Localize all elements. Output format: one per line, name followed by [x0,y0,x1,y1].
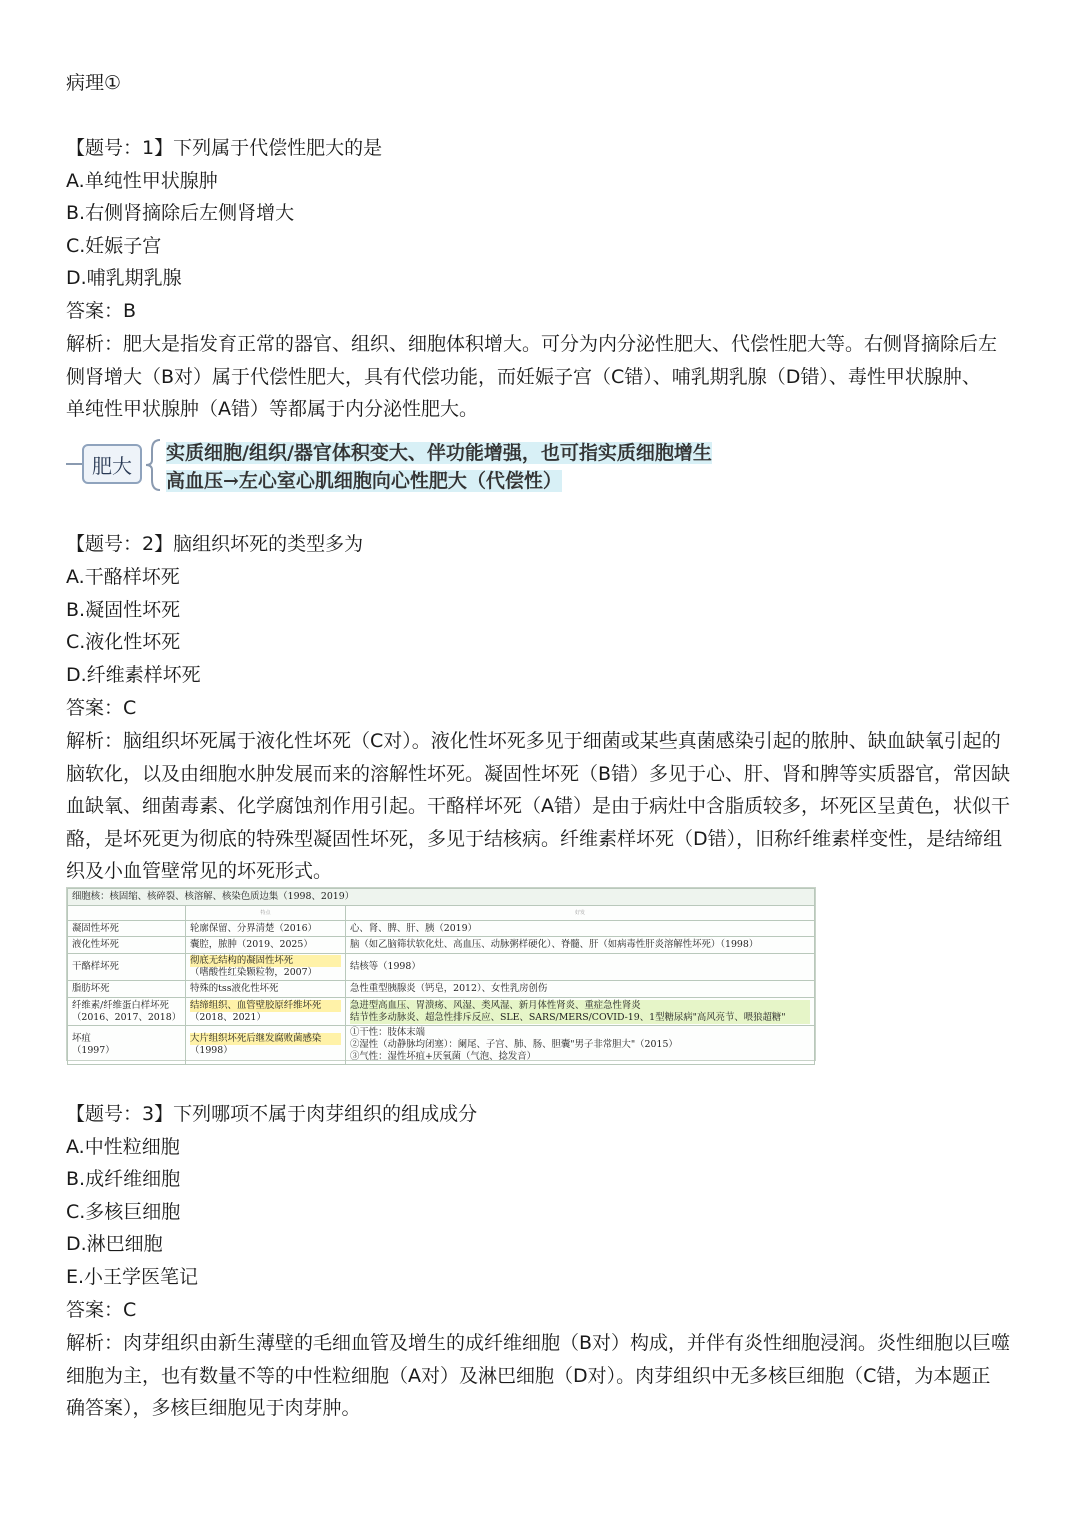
q1-option-b: B.右侧肾摘除后左侧肾增大 [66,202,295,224]
table-row [68,1026,815,1065]
type-line: （1997） [72,1045,115,1056]
necrosis-type-cell: 脂肪坏死 [68,981,186,998]
table-row [68,981,815,998]
feature-line: 大片组织坏死后继发腐败菌感染 [190,1033,341,1045]
table-header-cell: 好发 [346,906,815,921]
feature-line: 彻底无结构的凝固性坏死 [190,955,341,967]
site-cell: 急性重型胰腺炎（钙皂，2012）、女性乳房创伤 [346,981,815,998]
mindmap-line-1: 实质细胞/组织/器官体积变大、伴功能增强，也可指实质细胞增生 [166,442,712,464]
necrosis-type-cell [68,1026,186,1065]
type-line: （2016、2017、2018） [72,1011,182,1023]
q2-option-d: D.纤维素样坏死 [66,664,201,686]
table-header-cell: 特点 [186,906,346,921]
site-line: ③气性：湿性坏疽+厌氧菌（气泡、捻发音） [350,1051,536,1062]
q1-option-c: C.妊娠子宫 [66,235,162,257]
feature-cell: 轮廓保留、分界清楚（2016） [186,921,346,937]
feature-cell: 特殊的tss液化性坏死 [186,981,346,998]
type-line: 纤维素/纤维蛋白样坏死 [72,999,169,1011]
q3-option-e: E.小王学医笔记 [66,1266,199,1288]
feature-line: （嗜酸性红染颗粒物，2007） [190,967,317,978]
site-line: 急进型高血压、胃溃疡、风湿、类风湿、新月体性肾炎、重症急性肾炎 [350,1000,810,1012]
table-row [68,921,815,937]
site-cell [346,1026,815,1065]
q3-analysis-line: 细胞为主，也有数量不等的中性粒细胞（A对）及淋巴细胞（D对）。肉芽组织中无多核巨细胞（C错，为本题正 [66,1365,991,1387]
feature-line: （2018、2021） [190,1011,266,1023]
necrosis-type-cell: 凝固性坏死 [68,921,186,937]
site-cell: 心、肾、脾、肝、胰（2019） [346,921,815,937]
page-title: 病理① [66,72,122,94]
q3-analysis-line: 解析：肉芽组织由新生薄壁的毛细血管及增生的成纤维细胞（B对）构成，并伴有炎性细胞浸润。炎性细胞以巨噬 [66,1332,1011,1354]
q1-option-d: D.哺乳期乳腺 [66,267,182,289]
feature-cell [186,998,346,1026]
hypertrophy-mindmap [66,436,766,494]
table-header-cell [68,906,186,921]
type-line: 坏疽 [72,1033,91,1044]
q2-analysis-line: 脑软化，以及由细胞水肿发展而来的溶解性坏死。凝固性坏死（B错）多见于心、肝、肾和脾等实质器官，常因缺 [66,763,1011,785]
q1-analysis-line: 解析：肥大是指发育正常的器官、组织、细胞体积增大。可分为内分泌性肥大、代偿性肥大等。右侧肾摘除后左 [66,333,998,355]
q2-option-c: C.液化性坏死 [66,631,181,653]
feature-cell: 囊腔，脓肿（2019、2025） [186,937,346,954]
q1-analysis-line: 单纯性甲状腺肿（A错）等都属于内分泌性肥大。 [66,398,478,420]
q3-analysis-line: 确答案），多核巨细胞见于肉芽肿。 [66,1397,361,1419]
table-row [68,998,815,1026]
q1-answer: 答案：B [66,300,137,322]
mindmap-line-2: 高血压→左心室心肌细胞向心性肥大（代偿性） [166,470,562,492]
site-cell [346,998,815,1026]
table-row [68,937,815,954]
site-cell: 脑（如乙脑筛状软化灶、高血压、动脉粥样硬化）、脊髓、肝（如病毒性肝炎溶解性坏死）（1998） [346,937,815,954]
q1-option-a: A.单纯性甲状腺肿 [66,170,218,192]
necrosis-type-cell: 液化性坏死 [68,937,186,954]
q3-question: 【题号：3】下列哪项不属于肉芽组织的组成成分 [66,1103,478,1125]
q1-question: 【题号：1】下列属于代偿性肥大的是 [66,137,383,159]
table-caption-row [68,889,815,906]
q1-analysis-line: 侧肾增大（B对）属于代偿性肥大，具有代偿功能，而妊娠子宫（C错）、哺乳期乳腺（D错）、毒性甲状腺肿、 [66,366,981,388]
table-row [68,954,815,981]
necrosis-type-cell: 干酪样坏死 [68,954,186,981]
mindmap-connector [66,463,82,465]
brace-icon [144,438,164,492]
q2-analysis-line: 酪，是坏死更为彻底的特殊型凝固性坏死，多见于结核病。纤维素样坏死（D错），旧称纤维素样变性，是结缔组 [66,828,1003,850]
q3-answer: 答案：C [66,1299,137,1321]
q2-option-a: A.干酪样坏死 [66,566,180,588]
q2-analysis-line: 解析：脑组织坏死属于液化性坏死（C对）。液化性坏死多见于细菌或某些真菌感染引起的脓肿、缺血缺氧引起的 [66,730,1001,752]
necrosis-type-cell [68,998,186,1026]
site-line: ②湿性（动静脉均闭塞）：阑尾、子宫、肺、肠、胆囊"男子非常胆大"（2015） [350,1039,678,1050]
feature-line: （1998） [190,1045,233,1056]
necrosis-table [67,888,815,1065]
site-line: 结节性多动脉炎、超急性排斥反应、SLE、SARS/MERS/COVID-19、1型糖尿病"高风亮节、喂狼超糖" [350,1012,810,1024]
feature-cell [186,1026,346,1065]
table-caption: 细胞核：核固缩、核碎裂、核溶解、核染色质边集（1998、2019） [68,889,815,906]
site-line: ①干性：肢体末端 [350,1027,426,1038]
q2-analysis-line: 织及小血管壁常见的坏死形式。 [66,860,333,882]
site-cell: 结核等（1998） [346,954,815,981]
q3-option-c: C.多核巨细胞 [66,1201,181,1223]
feature-cell [186,954,346,981]
q3-option-d: D.淋巴细胞 [66,1233,163,1255]
necrosis-table-figure [66,887,816,1061]
q2-question: 【题号：2】脑组织坏死的类型多为 [66,533,364,555]
table-header-row [68,906,815,921]
q2-analysis-line: 血缺氧、细菌毒素、化学腐蚀剂作用引起。干酪样坏死（A错）是由于病灶中含脂质较多，坏死区呈黄色，状似干 [66,795,1011,817]
q3-option-b: B.成纤维细胞 [66,1168,181,1190]
q2-answer: 答案：C [66,697,137,719]
q2-option-b: B.凝固性坏死 [66,599,181,621]
feature-line: 结缔组织、血管壁胶原纤维坏死 [190,1000,341,1012]
q3-option-a: A.中性粒细胞 [66,1136,180,1158]
mindmap-node: 肥大 [82,444,142,484]
